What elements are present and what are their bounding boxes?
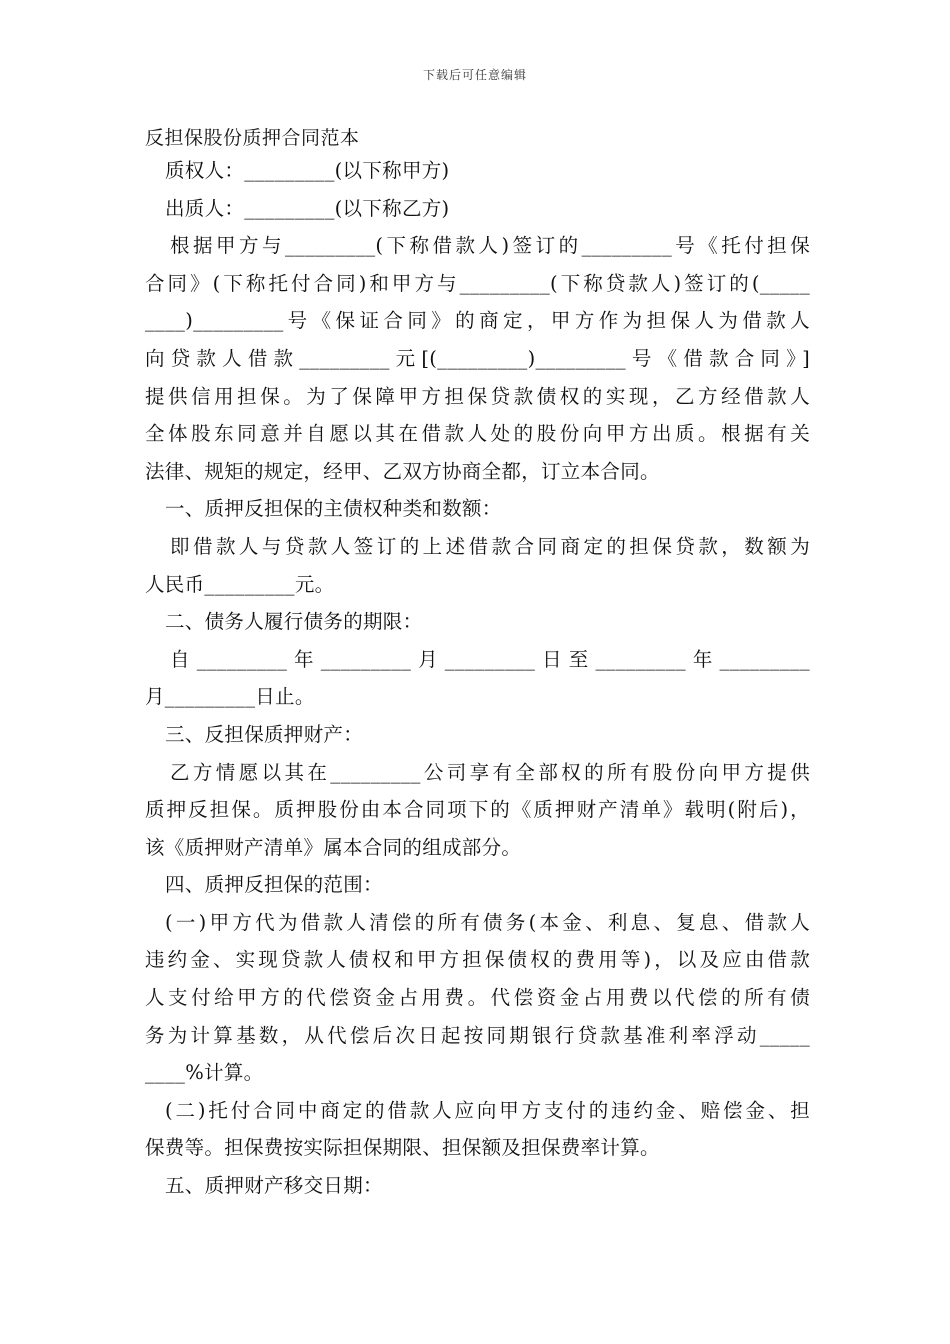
text-line: 提供信用担保。为了保障甲方担保贷款债权的实现，乙方经借款人	[145, 384, 810, 408]
text-line: 全体股东同意并自愿以其在借款人处的股份向甲方出质。根据有关	[145, 422, 810, 446]
text-line: 向贷款人借款_________元[(_________)_________号《借款合同》]	[145, 346, 810, 370]
section-heading-1: 一、质押反担保的主债权种类和数额：	[165, 497, 502, 521]
text-line: 月_________日止。	[145, 685, 315, 709]
text-line: 违约金、实现贷款人债权和甲方担保债权的费用等)，以及应由借款	[145, 948, 810, 972]
section-heading-5: 五、质押财产移交日期：	[165, 1174, 383, 1198]
text-line: ____%计算。	[145, 1061, 264, 1085]
text-line: ____)_________号《保证合同》的商定，甲方作为担保人为借款人	[145, 309, 810, 333]
section-heading-2: 二、债务人履行债务的期限：	[165, 610, 423, 634]
text-line: (一)甲方代为借款人清偿的所有债务(本金、利息、复息、借款人	[165, 910, 810, 934]
line-pledgor: 出质人：_________(以下称乙方)	[165, 196, 450, 220]
text-line: 即借款人与贷款人签订的上述借款合同商定的担保贷款，数额为	[170, 534, 810, 558]
text-line: 保费等。担保费按实际担保期限、担保额及担保费率计算。	[145, 1136, 660, 1160]
text-line: 自_________年_________月_________日至_________年_________	[170, 647, 810, 671]
text-line: 人民币_________元。	[145, 572, 335, 596]
text-line: 乙方情愿以其在_________公司享有全部权的所有股份向甲方提供	[170, 760, 810, 784]
document-body	[145, 156, 810, 1209]
text-line: 该《质押财产清单》属本合同的组成部分。	[145, 835, 522, 859]
line-pledgee: 质权人：_________(以下称甲方)	[165, 159, 450, 182]
text-line: 根据甲方与_________(下称借款人)签订的_________号《托付担保	[170, 234, 810, 258]
text-line: 人支付给甲方的代偿资金占用费。代偿资金占用费以代偿的所有债	[145, 986, 810, 1010]
text-line: (二)托付合同中商定的借款人应向甲方支付的违约金、赔偿金、担	[165, 1098, 810, 1122]
section-heading-4: 四、质押反担保的范围：	[165, 873, 383, 897]
section-heading-3: 三、反担保质押财产：	[165, 722, 364, 746]
text-line: 务为计算基数，从代偿后次日起按同期银行贷款基准利率浮动_____	[145, 1023, 810, 1047]
document-title: 反担保股份质押合同范本	[145, 127, 360, 149]
text-line: 法律、规矩的规定，经甲、乙双方协商全都，订立本合同。	[145, 459, 660, 483]
text-line: 质押反担保。质押股份由本合同项下的《质押财产清单》载明(附后)，	[145, 798, 810, 822]
page-header-note: 下载后可任意编辑	[422, 68, 527, 82]
text-line: 合同》(下称托付合同)和甲方与_________(下称贷款人)签订的(_____	[145, 271, 810, 295]
